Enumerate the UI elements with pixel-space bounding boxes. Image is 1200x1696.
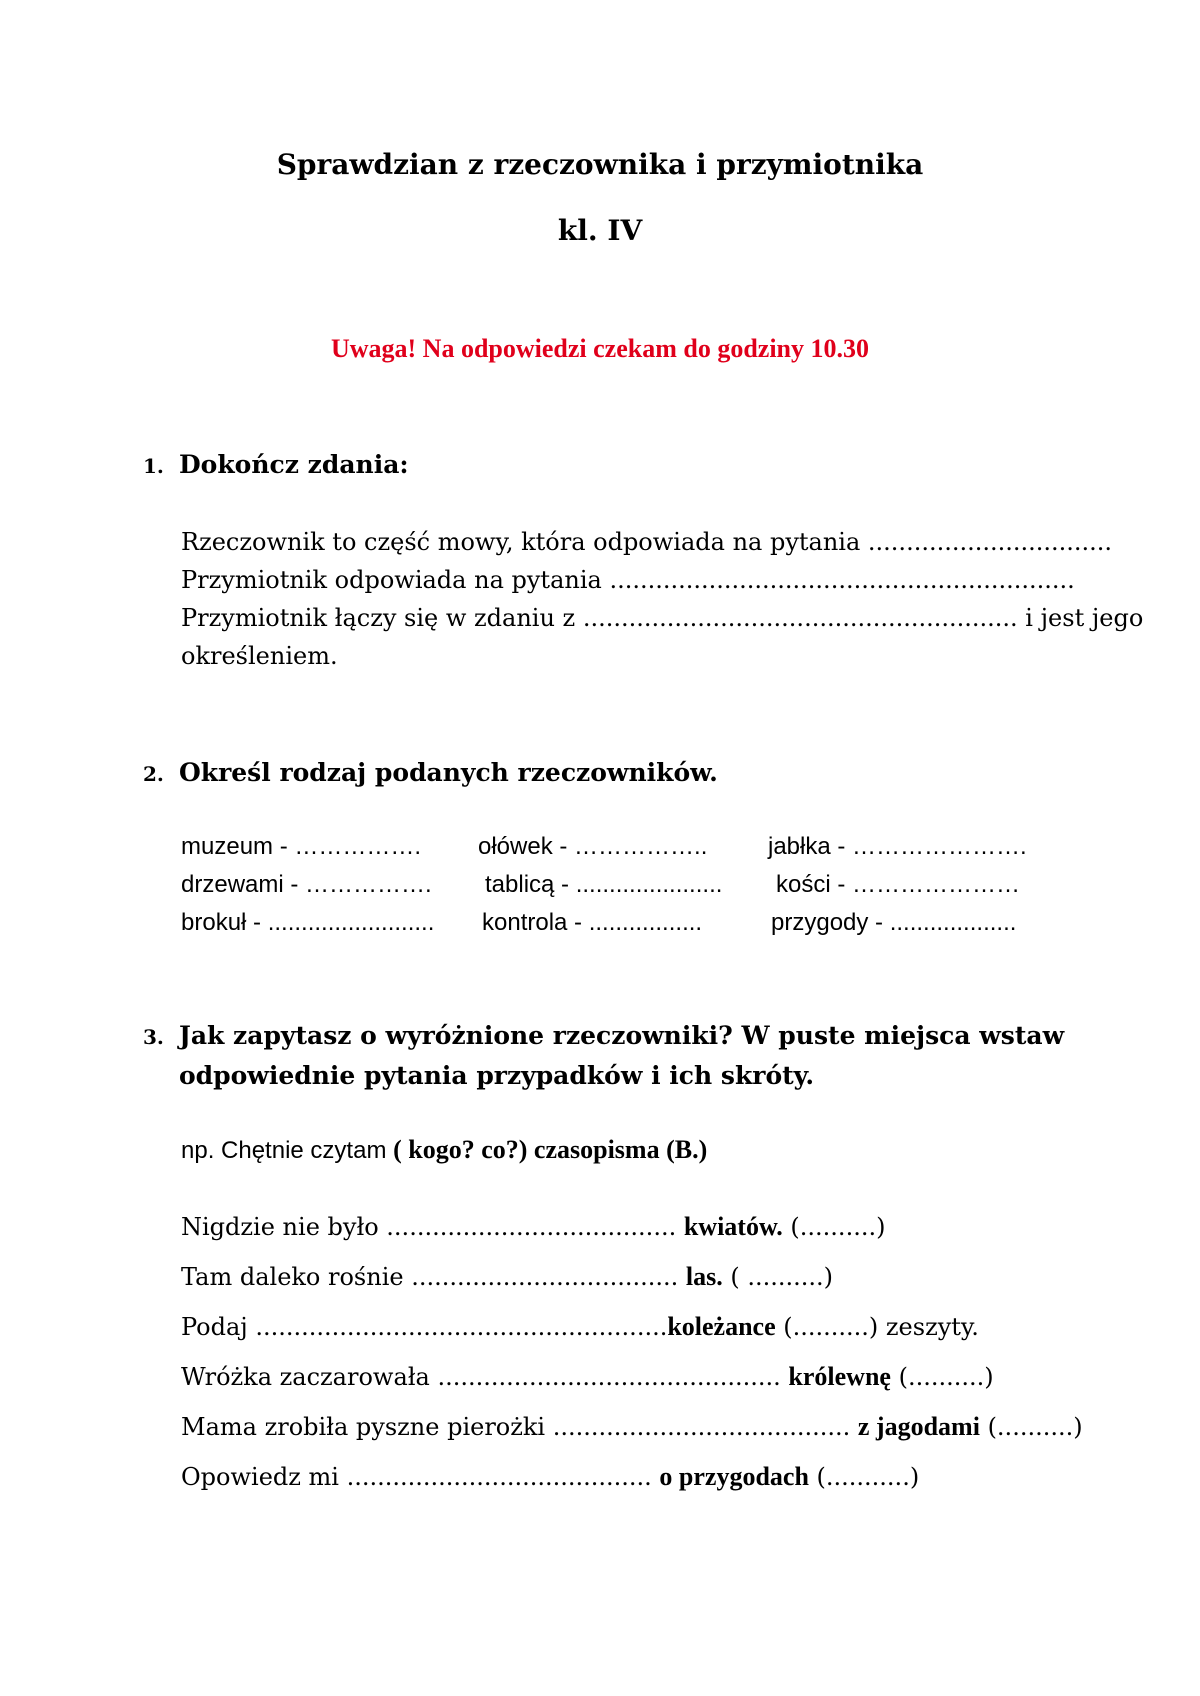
task1-heading-text: Dokończ zdania: (179, 450, 409, 479)
case-blank: (..........) (890, 1363, 994, 1391)
task3-example (181, 1135, 707, 1165)
task1-line-1: Rzeczownik to część mowy, która odpowiada na pytania ................................ (181, 528, 1113, 556)
sentence-text: Mama zrobiła pyszne pierożki ....................................... (181, 1413, 858, 1441)
noun-item: kości - ………………… (776, 871, 1021, 898)
example-answer: ( kogo? co?) czasopisma (B.) (393, 1135, 708, 1164)
task1-heading (143, 445, 409, 486)
highlighted-noun: koleżance (667, 1312, 776, 1341)
task3-sentence (181, 1212, 885, 1242)
highlighted-noun: kwiatów. (683, 1212, 783, 1241)
task2-heading-text: Określ rodzaj podanych rzeczowników. (179, 758, 718, 787)
task3-sentence (181, 1462, 919, 1492)
highlighted-noun: las. (685, 1262, 723, 1291)
sentence-text: Podaj ...................................................... (181, 1313, 668, 1341)
task3-sentence (181, 1362, 994, 1392)
task3-heading-line2: odpowiednie pytania przypadków i ich skróty. (179, 1061, 815, 1090)
noun-item: brokuł - ......................... (181, 909, 435, 936)
highlighted-noun: o przygodach (659, 1462, 809, 1491)
sentence-text: Tam daleko rośnie ................................... (181, 1263, 686, 1291)
task3-sentence (181, 1412, 1083, 1442)
case-blank: ( ..........) (722, 1263, 833, 1291)
task2-heading (143, 753, 718, 794)
class-label: kl. IV (557, 214, 643, 247)
case-blank: (..........) (782, 1213, 886, 1241)
task1-line-2: Przymiotnik odpowiada na pytania ............................................................. (181, 566, 1075, 594)
task3-heading (143, 1016, 1064, 1096)
case-blank: (..........) zeszyty. (775, 1313, 979, 1341)
noun-item: kontrola - ................. (482, 909, 703, 936)
document-title: Sprawdzian z rzeczownika i przymiotnika (276, 148, 924, 181)
sentence-text: Wróżka zaczarowała ............................................. (181, 1363, 789, 1391)
deadline-notice: Uwaga! Na odpowiedzi czekam do godziny 10.30 (330, 334, 870, 363)
sentence-text: Nigdzie nie było ...................................... (181, 1213, 684, 1241)
task3-sentence (181, 1312, 979, 1342)
task3-number: 3. (143, 1025, 164, 1049)
noun-item: jabłka - …………………. (768, 833, 1027, 860)
case-blank: (...........) (808, 1463, 920, 1491)
highlighted-noun: z jagodami (857, 1412, 980, 1441)
noun-item: przygody - ................... (771, 909, 1017, 936)
noun-item: tablicą - ...................... (485, 871, 723, 898)
sentence-text: Opowiedz mi ........................................ (181, 1463, 660, 1491)
task2-number: 2. (143, 762, 164, 786)
noun-item: muzeum - ……………. (181, 833, 422, 860)
case-blank: (..........) (979, 1413, 1083, 1441)
task1-number: 1. (143, 454, 164, 478)
highlighted-noun: królewnę (788, 1362, 891, 1391)
task1-line-3: Przymiotnik łączy się w zdaniu z ......................................................... i jest jego (181, 604, 1144, 632)
example-prefix: np. Chętnie czytam (181, 1137, 394, 1164)
noun-item: ołówek - …………….. (478, 833, 708, 860)
task3-heading-line1: Jak zapytasz o wyróżnione rzeczowniki? W puste miejsca wstaw (179, 1021, 1065, 1050)
task3-sentence (181, 1262, 833, 1292)
task1-line-4: określeniem. (181, 642, 338, 670)
noun-item: drzewami - ……………. (181, 871, 432, 898)
